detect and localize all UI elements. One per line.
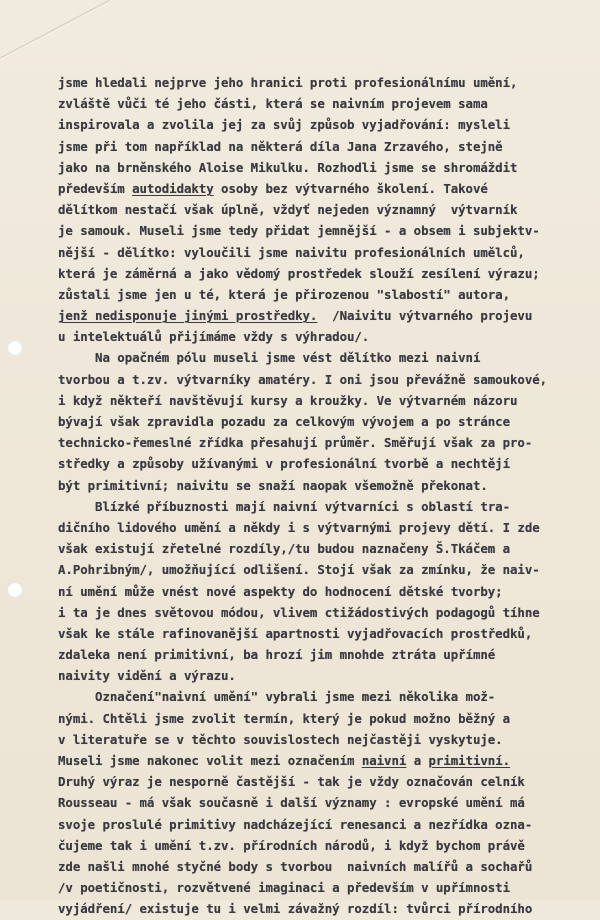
text-segment: A.Pohribným/, umožňující odlišení. Stojí však za zmínku, že naiv- xyxy=(58,562,540,578)
text-segment: především xyxy=(58,180,133,196)
text-line xyxy=(58,750,593,771)
punch-hole-bottom xyxy=(7,582,23,598)
text-segment: vyjádření/ existuje tu i velmi závažný rozdíl: tvůrci přírodního xyxy=(58,901,533,917)
text-segment: zvláště vůči té jeho části, která se naivním projevem sama xyxy=(58,96,488,112)
text-segment: nými. Chtěli jsme zvolit termín, který je pokud možno běžný a xyxy=(58,710,510,726)
text-line xyxy=(58,432,593,453)
text-line xyxy=(58,347,593,368)
text-segment: nější - dělítko: vyloučili jsme naivitu profesionálních umělců, xyxy=(58,244,525,260)
text-line xyxy=(58,898,593,919)
text-segment: osoby bez výtvarného školení. Takové xyxy=(213,180,488,196)
text-line xyxy=(58,369,593,390)
text-segment: Na opačném pólu museli jsme vést dělítko mezi naivní xyxy=(58,350,481,366)
underlined-text: naivní xyxy=(361,753,407,768)
text-line xyxy=(58,538,593,559)
text-segment: v literatuře se v těchto souvislostech nejčastěji vyskytuje. xyxy=(58,731,503,747)
text-line xyxy=(58,644,593,665)
text-segment: svoje proslulé primitivy nadcházející renesanci a nezřídka ozna- xyxy=(58,816,533,832)
text-line xyxy=(58,729,593,750)
text-segment: která je záměrná a jako vědomý prostředek slouží zesílení výrazu; xyxy=(58,265,540,281)
underlined-text: jenž nedisponuje jinými prostředky. xyxy=(58,308,318,324)
text-line xyxy=(58,602,593,623)
text-segment: zůstali jsme jen u té, která je přirozenou "slabostí" autora, xyxy=(58,286,510,302)
text-line xyxy=(58,559,593,580)
text-line xyxy=(58,792,593,813)
text-line xyxy=(58,263,593,284)
text-line xyxy=(58,199,593,220)
text-segment: však ke stále rafinovanější apartnosti vyjadřovacích prostředků, xyxy=(58,625,533,641)
text-line xyxy=(58,72,593,93)
text-line xyxy=(58,856,593,877)
typewritten-text-body xyxy=(58,72,593,920)
text-segment: i když někteří navštěvují kursy a kroužky. Ve výtvarném názoru xyxy=(58,392,518,408)
text-segment: být primitivní; naivitu se snaží naopak všemožně překonat. xyxy=(58,477,488,493)
text-segment: však existují zřetelné rozdíly,/tu budou naznačeny Š.Tkáčem a xyxy=(58,541,510,557)
text-line xyxy=(58,305,593,326)
text-segment: Blízké příbuznosti mají naivní výtvarníci s oblastí tra- xyxy=(58,498,510,514)
text-line xyxy=(58,475,593,496)
text-segment: zdaleka není primitivní, ba hrozí jim mnohde ztráta upřímné xyxy=(58,647,496,663)
text-line xyxy=(58,835,593,856)
text-segment: je samouk. Museli jsme tedy přidat jemnější - a obsem i subjektv- xyxy=(58,223,540,239)
text-line xyxy=(58,284,593,305)
text-line xyxy=(58,517,593,538)
text-line xyxy=(58,157,593,178)
text-segment: jsme při tom například na některá díla Jana Zrzavého, stejně xyxy=(58,138,503,154)
text-segment: technicko-řemeslné zřídka přesahují průměr. Směřují však za pro- xyxy=(58,435,533,451)
text-segment: Rousseau - má však současně i další významy : evropské umění má xyxy=(58,795,525,811)
text-line xyxy=(58,390,593,411)
text-line xyxy=(58,326,593,347)
text-segment: čujeme tak i umění t.zv. přírodních národů, i když bychom právě xyxy=(58,837,525,853)
text-line xyxy=(58,411,593,432)
text-line xyxy=(58,686,593,707)
punch-hole-top xyxy=(7,340,23,356)
text-segment: tvorbou a t.zv. výtvarníky amatéry. I oni jsou převážně samoukové, xyxy=(58,371,548,387)
text-segment: zde našli mnohé styčné body s tvorbou naivních malířů a sochařů xyxy=(58,858,533,874)
underlined-text: primitivní. xyxy=(428,753,511,768)
text-line xyxy=(58,453,593,474)
text-line xyxy=(58,178,593,199)
underlined-text: autodidakty xyxy=(132,180,214,196)
text-segment: i ta je dnes světovou módou, vlivem ctižádostivých podagogů tíhne xyxy=(58,604,540,620)
text-line xyxy=(58,93,593,114)
text-segment: bývají však zpravidla pozadu za celkovým vývojem a po stránce xyxy=(58,414,510,429)
text-segment: dičního lidového umění a někdy i s výtvarnými projevy dětí. I zde xyxy=(58,519,540,535)
text-line xyxy=(58,623,593,644)
text-segment: středky a způsoby užívanými v profesionální tvorbě a nechtějí xyxy=(58,456,510,472)
text-segment: Museli jsme nakonec volit mezi označením xyxy=(58,753,362,768)
text-line xyxy=(58,877,593,898)
text-segment: /v poetičnosti, rozvětvené imaginaci a především v upřímnosti xyxy=(58,880,510,896)
text-segment: dělítkom nestačí však úplně, vždyť nejeden významný výtvarník xyxy=(58,202,518,218)
text-line xyxy=(58,771,593,792)
text-line xyxy=(58,136,593,157)
text-segment: Označení"naivní umění" vybrali jsme mezi několika mož- xyxy=(58,689,496,705)
text-line xyxy=(58,496,593,517)
text-segment: u intelektuálů přijímáme vždy s výhradou/. xyxy=(58,329,370,345)
text-segment: naivity vidění a výrazu. xyxy=(58,668,236,684)
text-segment: /Naivitu výtvarného projevu xyxy=(317,308,533,324)
text-segment: Druhý výraz je nesporně častější - tak je vždy označován celník xyxy=(58,774,525,790)
text-line xyxy=(58,708,593,729)
text-segment: ní umění může vnést nové aspekty do hodnocení dětské tvorby; xyxy=(58,583,503,599)
text-line xyxy=(58,220,593,241)
text-segment: jako na brněnského Aloise Mikulku. Rozhodli jsme se shromáždit xyxy=(58,159,518,175)
text-segment: a xyxy=(406,753,429,768)
text-segment: jsme hledali nejprve jeho hranici proti profesionálnímu umění, xyxy=(58,75,518,90)
text-line xyxy=(58,242,593,263)
text-line xyxy=(58,114,593,135)
text-segment: inspirovala a zvolila jej za svůj způsob vyjadřování: mysleli xyxy=(58,117,510,133)
text-line xyxy=(58,581,593,602)
text-line xyxy=(58,814,593,835)
text-line xyxy=(58,665,593,686)
